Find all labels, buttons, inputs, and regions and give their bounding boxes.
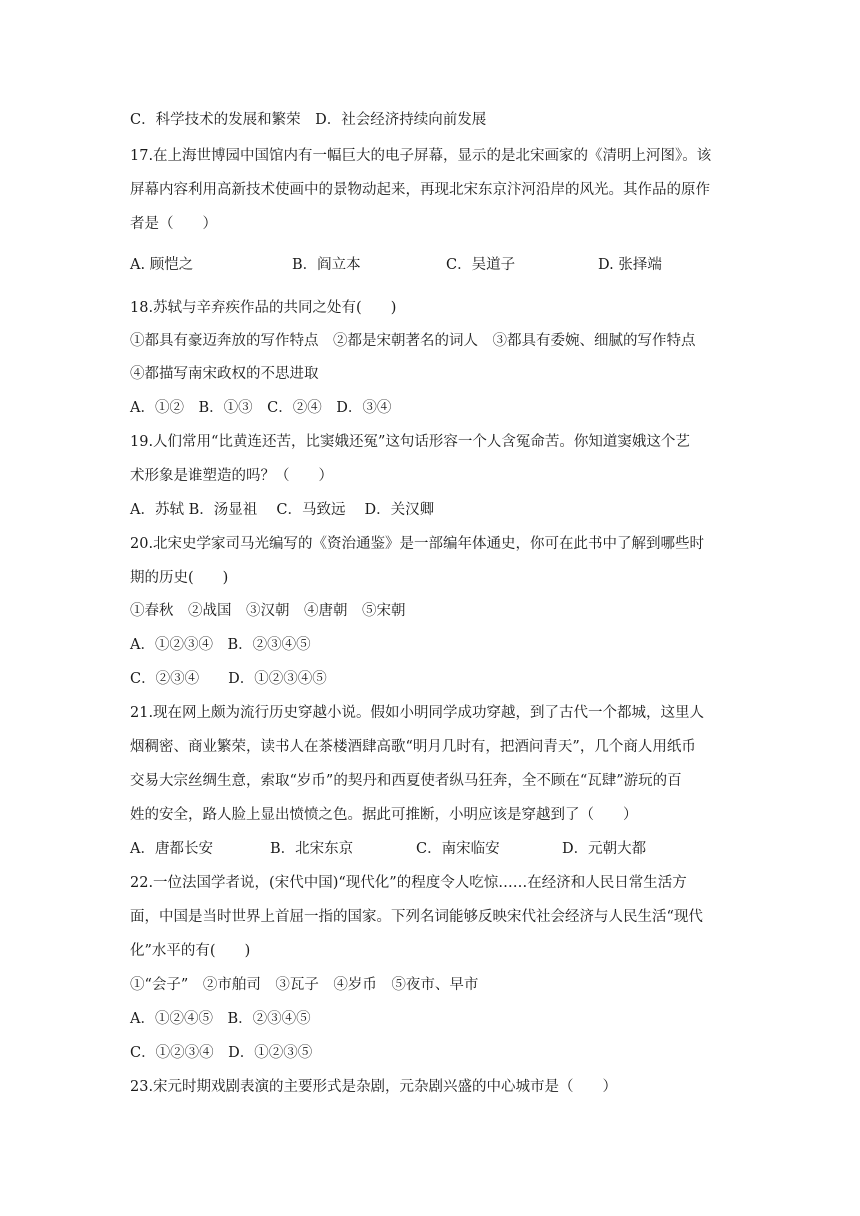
q21-options [130, 839, 730, 859]
q21-option-c: C．南宋临安 [416, 841, 500, 857]
q17-option-a: A. 顾恺之 [130, 257, 194, 273]
q20-options-line-1: A．①②③④ B．②③④⑤ [130, 637, 311, 653]
q18-item-line-1: ①都具有豪迈奔放的写作特点 ②都是宋朝著名的词人 ③都具有委婉、细腻的写作特点 [130, 333, 696, 349]
q17-stem-line-1: 17.在上海世博园中国馆内有一幅巨大的电子屏幕，显示的是北宋画家的《清明上河图》。该 [130, 148, 712, 164]
q22-stem-line-2: 面，中国是当时世界上首屈一指的国家。下列名词能够反映宋代社会经济与人民生活“现代 [130, 909, 703, 925]
q21-stem-line-2: 烟稠密、商业繁荣，读书人在茶楼酒肆高歌“明月几时有，把酒问青天”，几个商人用纸币 [130, 739, 696, 755]
q20-items: ①春秋 ②战国 ③汉朝 ④唐朝 ⑤宋朝 [130, 603, 406, 619]
q23-stem: 23.宋元时期戏剧表演的主要形式是杂剧，元杂剧兴盛的中心城市是（ ） [130, 1079, 618, 1095]
q17-option-b: B．阎立本 [292, 257, 361, 273]
q17-stem-line-2: 屏幕内容利用高新技术使画中的景物动起来，再现北宋东京汴河沿岸的风光。其作品的原作 [130, 182, 710, 198]
q21-stem-line-4: 姓的安全，路人脸上显出愤愤之色。据此可推断，小明应该是穿越到了（ ） [130, 807, 638, 823]
q22-options-line-2: C．①②③④ D．①②③⑤ [130, 1045, 313, 1061]
q22-stem-line-3: 化”水平的有( ) [130, 943, 251, 959]
q22-options-line-1: A．①②④⑤ B．②③④⑤ [130, 1011, 311, 1027]
q21-stem-line-1: 21.现在网上颇为流行历史穿越小说。假如小明同学成功穿越，到了古代一个都城，这里人 [130, 705, 705, 721]
q18-stem: 18.苏轼与辛弃疾作品的共同之处有( ) [130, 300, 397, 316]
q17-options [130, 255, 730, 275]
q20-stem-line-1: 20.北宋史学家司马光编写的《资治通鉴》是一部编年体通史，你可在此书中了解到哪些时 [130, 536, 705, 552]
q21-option-a: A．唐都长安 [130, 841, 213, 857]
q16-options-tail: C．科学技术的发展和繁荣 D．社会经济持续向前发展 [130, 112, 487, 128]
q21-option-d: D．元朝大都 [562, 841, 647, 857]
q17-option-d: D. 张择端 [598, 257, 662, 273]
q22-stem-line-1: 22.一位法国学者说，(宋代中国)“现代化”的程度令人吃惊……在经济和人民日常生活方 [130, 875, 687, 891]
q18-item-line-2: ④都描写南宋政权的不思进取 [130, 366, 319, 382]
q19-options: A．苏轼 B．汤显祖 C．马致远 D．关汉卿 [130, 502, 435, 518]
q20-options-line-2: C．②③④ D．①②③④⑤ [130, 671, 327, 687]
q17-option-c: C．吴道子 [446, 257, 516, 273]
q21-stem-line-3: 交易大宗丝绸生意，索取“岁币”的契丹和西夏使者纵马狂奔，全不顾在“瓦肆”游玩的百 [130, 773, 682, 789]
q21-option-b: B．北宋东京 [270, 841, 354, 857]
q17-stem-line-3: 者是（ ） [130, 216, 217, 232]
q18-options: A．①② B．①③ C．②④ D．③④ [130, 400, 392, 416]
q19-stem-line-2: 术形象是谁塑造的吗？（ ） [130, 468, 333, 484]
q19-stem-line-1: 19.人们常用“比黄连还苦，比窦娥还冤”这句话形容一个人含冤命苦。你知道窦娥这个艺 [130, 434, 690, 450]
q22-items: ①“会子” ②市舶司 ③瓦子 ④岁币 ⑤夜市、早市 [130, 977, 479, 993]
q20-stem-line-2: 期的历史( ) [130, 570, 229, 586]
